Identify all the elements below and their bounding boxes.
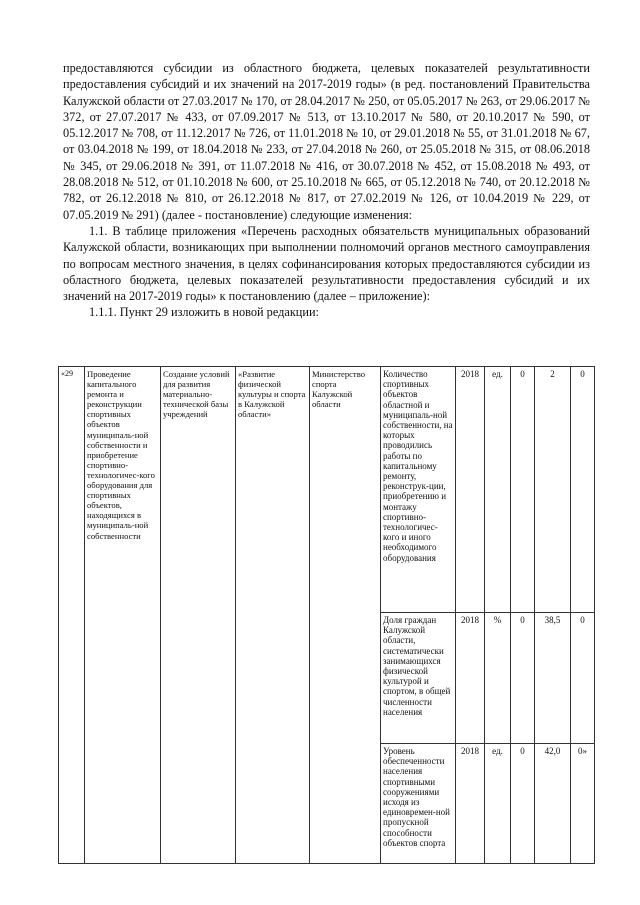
goal-cell: Создание условий для развития материально-технической базы учреждений (161, 367, 236, 864)
value-2018-cell: 42,0 (535, 744, 571, 864)
unit-cell: % (485, 613, 511, 744)
ministry-cell: Министерство спорта Калужской области (310, 367, 381, 864)
value-2019-cell: 0 (571, 613, 595, 744)
value-2018-cell: 38,5 (535, 613, 571, 744)
paragraph-item-1-1-1: 1.1.1. Пункт 29 изложить в новой редакции: (89, 305, 319, 320)
year-cell: 2018 (456, 744, 485, 864)
document-text (63, 60, 590, 321)
amendment-table (58, 366, 595, 864)
value-2017-cell: 0 (511, 367, 535, 613)
value-2018-cell: 2 (535, 367, 571, 613)
expenditure-obligation-cell: Проведение капитального ремонта и реконструкции спортивных объектов муниципаль-ной собственности и приобретение спортивно-технологичес-кого оборудования для спортивных объектов, находящихся в муниципаль-ной собственности (85, 367, 161, 864)
year-cell: 2018 (456, 367, 485, 613)
item-number-cell: «29 (59, 367, 85, 864)
indicator-cell: Количество спортивных объектов областной и муниципаль-ной собственности, на которых проводились работы по капитальному ремонту, реконструк-ции, приобретению и монтажу спортивно-технологичес-кого и иного необходимого оборудования (381, 367, 456, 613)
paragraph-item-1-1: 1.1. В таблице приложения «Перечень расходных обязательств муниципальных образований Калужской области, возникающих при выполнении полномочий органов местного самоуправления по вопросам местного значения, в целях софинансирования которых предоставляются субсидии из областного бюджета, целевых показателей результативности предоставления субсидий и их значений на 2017-2019 годы» к постановлению (далее – приложение): (63, 223, 590, 304)
paragraph-amendments-intro: предоставляются субсидии из областного бюджета, целевых показателей результативности предоставления субсидий и их значений на 2017-2019 годы» (в ред. постановлений Правительства Калужской области от 27.03.2017 № 170, от 28.04.2017 № 250, от 05.05.2017 № 263, от 29.06.2017 № 372, от 27.07.2017 № 433, от 07.09.2017 № 513, от 13.10.2017 № 580, от 20.10.2017 № 590, от 05.12.2017 № 708, от 11.12.2017 № 726, от 11.01.2018 № 10, от 29.01.2018 № 55, от 31.01.2018 № 67, от 03.04.2018 № 199, от 18.04.2018 № 233, от 27.04.2018 № 260, от 25.05.2018 № 315, от 08.06.2018 № 345, от 29.06.2018 № 391, от 11.07.2018 № 416, от 30.07.2018 № 452, от 15.08.2018 № 493, от 28.08.2018 № 512, от 01.10.2018 № 600, от 25.10.2018 № 665, от 05.12.2018 № 740, от 20.12.2018 № 782, от 26.12.2018 № 810, от 26.12.2018 № 817, от 27.02.2019 № 126, от 10.04.2019 № 229, от 07.05.2019 № 291) (далее - постановление) следующие изменения: (63, 61, 590, 222)
unit-cell: ед. (485, 367, 511, 613)
indicator-cell: Уровень обеспеченности населения спортивными сооружениями исходя из единовремен-ной пропускной способности объектов спорта (381, 744, 456, 864)
value-2019-cell: 0» (571, 744, 595, 864)
value-2019-cell: 0 (571, 367, 595, 613)
unit-cell: ед. (485, 744, 511, 864)
year-cell: 2018 (456, 613, 485, 744)
table-row (59, 367, 595, 613)
value-2017-cell: 0 (511, 613, 535, 744)
value-2017-cell: 0 (511, 744, 535, 864)
indicator-cell: Доля граждан Калужской области, систематически занимающихся физической культурой и спортом, в общей численности населения (381, 613, 456, 744)
program-cell: «Развитие физической культуры и спорта в Калужской области» (236, 367, 310, 864)
